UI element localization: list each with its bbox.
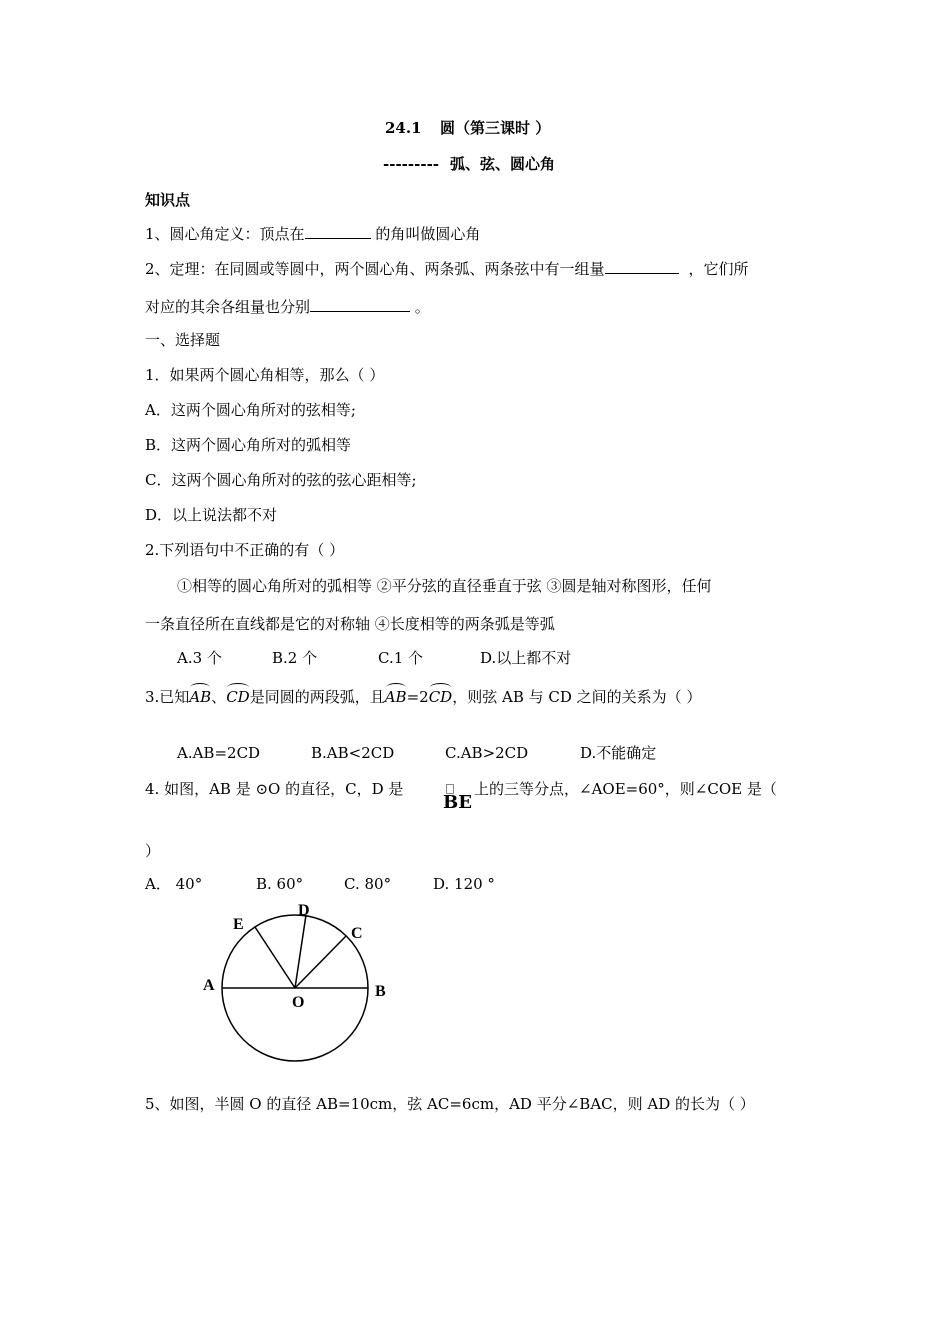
q3-text-4: =2 (406, 688, 429, 706)
q3-option-a[interactable]: A.AB=2CD (177, 744, 261, 762)
q2-stem: 2.下列语句中不正确的有（ ） (145, 541, 345, 559)
fill-blank-3[interactable] (310, 297, 410, 312)
q1-option-a[interactable]: A．这两个圆心角所对的弦相等; (145, 401, 356, 419)
label-d: D (298, 902, 310, 919)
knowledge-item-2-suffix: ，它们所 (688, 260, 749, 278)
q2-option-c[interactable]: C.1 个 (378, 649, 424, 667)
label-a: A (203, 977, 215, 994)
q3-option-c[interactable]: C.AB>2CD (445, 744, 529, 762)
q1-option-c[interactable]: C．这两个圆心角所对的弦的弦心距相等; (145, 471, 417, 489)
label-e: E (233, 916, 244, 933)
q2-option-d[interactable]: D.以上都不对 (480, 649, 572, 667)
title-number: 24.1 (385, 119, 422, 137)
q4-option-c[interactable]: C. 80° (344, 875, 392, 893)
knowledge-item-2-end: 。 (410, 298, 430, 316)
q2-statements-line1: ①相等的圆心角所对的弧相等 ②平分弦的直径垂直于弦 ③圆是轴对称图形，任何 (177, 577, 712, 595)
q4-stem-part2: 上的三等分点，∠AOE=60°，则∠COE 是（ (474, 780, 777, 798)
fill-blank-1[interactable] (305, 224, 371, 239)
q4-option-d[interactable]: D. 120 ° (433, 875, 495, 893)
q2-option-b[interactable]: B.2 个 (272, 649, 318, 667)
q4-option-b[interactable]: B. 60° (256, 875, 304, 893)
q3-text-5: ，则弦 AB 与 CD 之间的关系为（ ） (452, 688, 702, 706)
q4-stem-part1: 4. 如图，AB 是 ⊙O 的直径，C，D 是 (145, 780, 404, 798)
q3-stem (145, 687, 701, 707)
label-c: C (351, 925, 363, 942)
q3-text-1: 3.已知 (145, 688, 190, 706)
knowledge-item-2 (145, 259, 749, 279)
q4-option-a[interactable]: A． 40° (145, 875, 203, 893)
knowledge-item-1-prefix: 1、圆心角定义：顶点在 (145, 225, 305, 243)
q4-stem-close: ） (145, 842, 161, 860)
knowledge-item-2-cont (145, 297, 430, 317)
radius-od (295, 915, 306, 988)
arc-ab-symbol: AB (189, 688, 212, 706)
arc-cd-symbol: CD (226, 688, 250, 706)
fill-blank-2[interactable] (605, 259, 679, 274)
page-title: 圆（第三课时 ） (440, 119, 551, 137)
label-b: B (375, 983, 386, 1000)
arc-cd-symbol-2: CD (428, 688, 453, 706)
q2-option-a[interactable]: A.3 个 (177, 649, 222, 667)
label-o: O (292, 994, 305, 1011)
q5-stem: 5、如图，半圆 O 的直径 AB=10cm，弦 AC=6cm，AD 平分∠BAC，则 AD 的长为（ ） (145, 1095, 755, 1113)
subtitle-dashes: --------- (383, 155, 440, 173)
q3-text-3: 是同圆的两段弧，且 (249, 688, 385, 706)
arc-ab-symbol-2: AB (384, 688, 407, 706)
page-subtitle: 弧、弦、圆心角 (450, 155, 556, 173)
q3-option-b[interactable]: B.AB<2CD (311, 744, 395, 762)
section-choice-heading: 一、选择题 (145, 331, 221, 349)
q3-option-d[interactable]: D.不能确定 (580, 744, 657, 762)
q3-text-2: 、 (211, 688, 227, 706)
radius-oe (255, 927, 295, 988)
circle-diagram (195, 895, 425, 1075)
knowledge-item-2-prefix: 2、定理：在同圆或等圆中，两个圆心角、两条弧、两条弦中有一组量 (145, 260, 605, 278)
arc-be-label: BE (443, 792, 472, 813)
q1-option-d[interactable]: D．以上说法都不对 (145, 506, 278, 524)
knowledge-item-2-cont-prefix: 对应的其余各组量也分别 (145, 298, 311, 316)
q2-statements-line2: 一条直径所在直线都是它的对称轴 ④长度相等的两条弧是等弧 (145, 615, 555, 633)
q1-option-b[interactable]: B．这两个圆心角所对的弧相等 (145, 436, 352, 454)
knowledge-item-1-suffix: 的角叫做圆心角 (370, 225, 481, 243)
knowledge-heading: 知识点 (145, 191, 191, 209)
knowledge-item-1 (145, 224, 480, 244)
q1-stem: 1．如果两个圆心角相等，那么（ ） (145, 366, 385, 384)
radius-oc (295, 936, 346, 988)
